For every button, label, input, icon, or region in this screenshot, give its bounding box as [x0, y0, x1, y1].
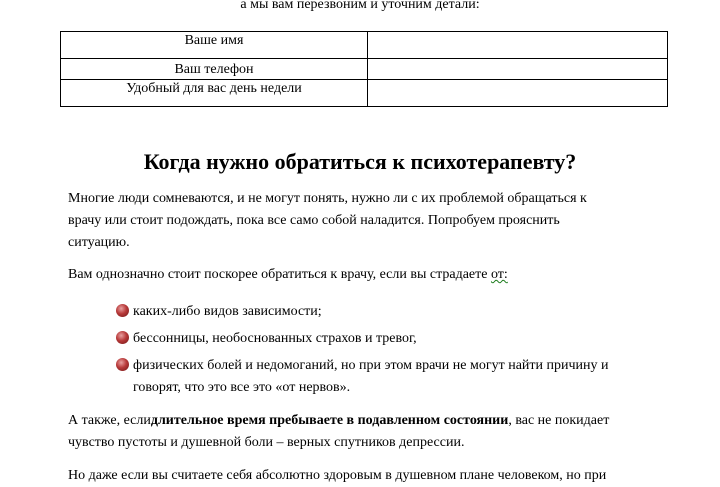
bullet-text: бессонницы, необоснованных страхов и тревог, — [133, 331, 417, 346]
paragraph-when-to-go — [68, 264, 668, 286]
emphasis-text: длительное время пребываете в подавленном состоянии — [150, 413, 509, 428]
bullet-text: говорят, что это все это «от нервов». — [133, 380, 351, 395]
paragraph-line: врачу или стоит подождать, пока все само собой наладится. Попробуем прояснить — [68, 213, 560, 228]
red-ball-icon — [116, 331, 129, 344]
phone-input-cell[interactable] — [368, 59, 668, 80]
bullet-text: физических болей и недомоганий, но при этом врачи не могут найти причину и — [133, 358, 609, 373]
intro-text: а мы вам перезвоним и уточним детали: — [240, 0, 480, 12]
bullet-item — [116, 328, 685, 350]
day-label: Удобный для вас день недели — [61, 79, 368, 106]
name-input-cell[interactable] — [368, 32, 668, 59]
paragraph-doubts — [68, 188, 668, 254]
bullet-item — [116, 301, 685, 323]
day-input-cell[interactable] — [368, 79, 668, 106]
spellcheck-word: от: — [490, 267, 508, 282]
paragraph-line: чувство пустоты и душевной боли – верных спутников депрессии. — [68, 435, 465, 450]
form-row-phone — [61, 59, 668, 80]
phone-label: Ваш телефон — [61, 59, 368, 80]
red-ball-icon — [116, 304, 129, 317]
paragraph-healthy: Но даже если вы считаете себя абсолютно здоровым в душевном плане человеком, но при — [68, 468, 607, 483]
red-ball-icon — [116, 358, 129, 371]
paragraph-line: ситуацию. — [68, 235, 130, 250]
callback-form-table — [60, 31, 668, 107]
paragraph-line — [68, 410, 668, 432]
paragraph-text: А также, если — [68, 413, 151, 428]
form-row-name — [61, 32, 668, 59]
paragraph-text: , вас не покидает — [508, 413, 610, 428]
paragraph-text: Вам однозначно стоит поскорее обратиться к врачу, если вы страдаете — [68, 267, 488, 282]
name-label: Ваше имя — [61, 32, 368, 59]
paragraph-depression — [68, 410, 668, 454]
paragraph-line: Многие люди сомневаются, и не могут понять, нужно ли с их проблемой обращаться к — [68, 191, 587, 206]
form-row-day — [61, 79, 668, 106]
bullet-item — [116, 355, 685, 399]
bullet-text: каких-либо видов зависимости; — [133, 304, 322, 319]
section-heading: Когда нужно обратиться к психотерапевту? — [143, 149, 577, 174]
